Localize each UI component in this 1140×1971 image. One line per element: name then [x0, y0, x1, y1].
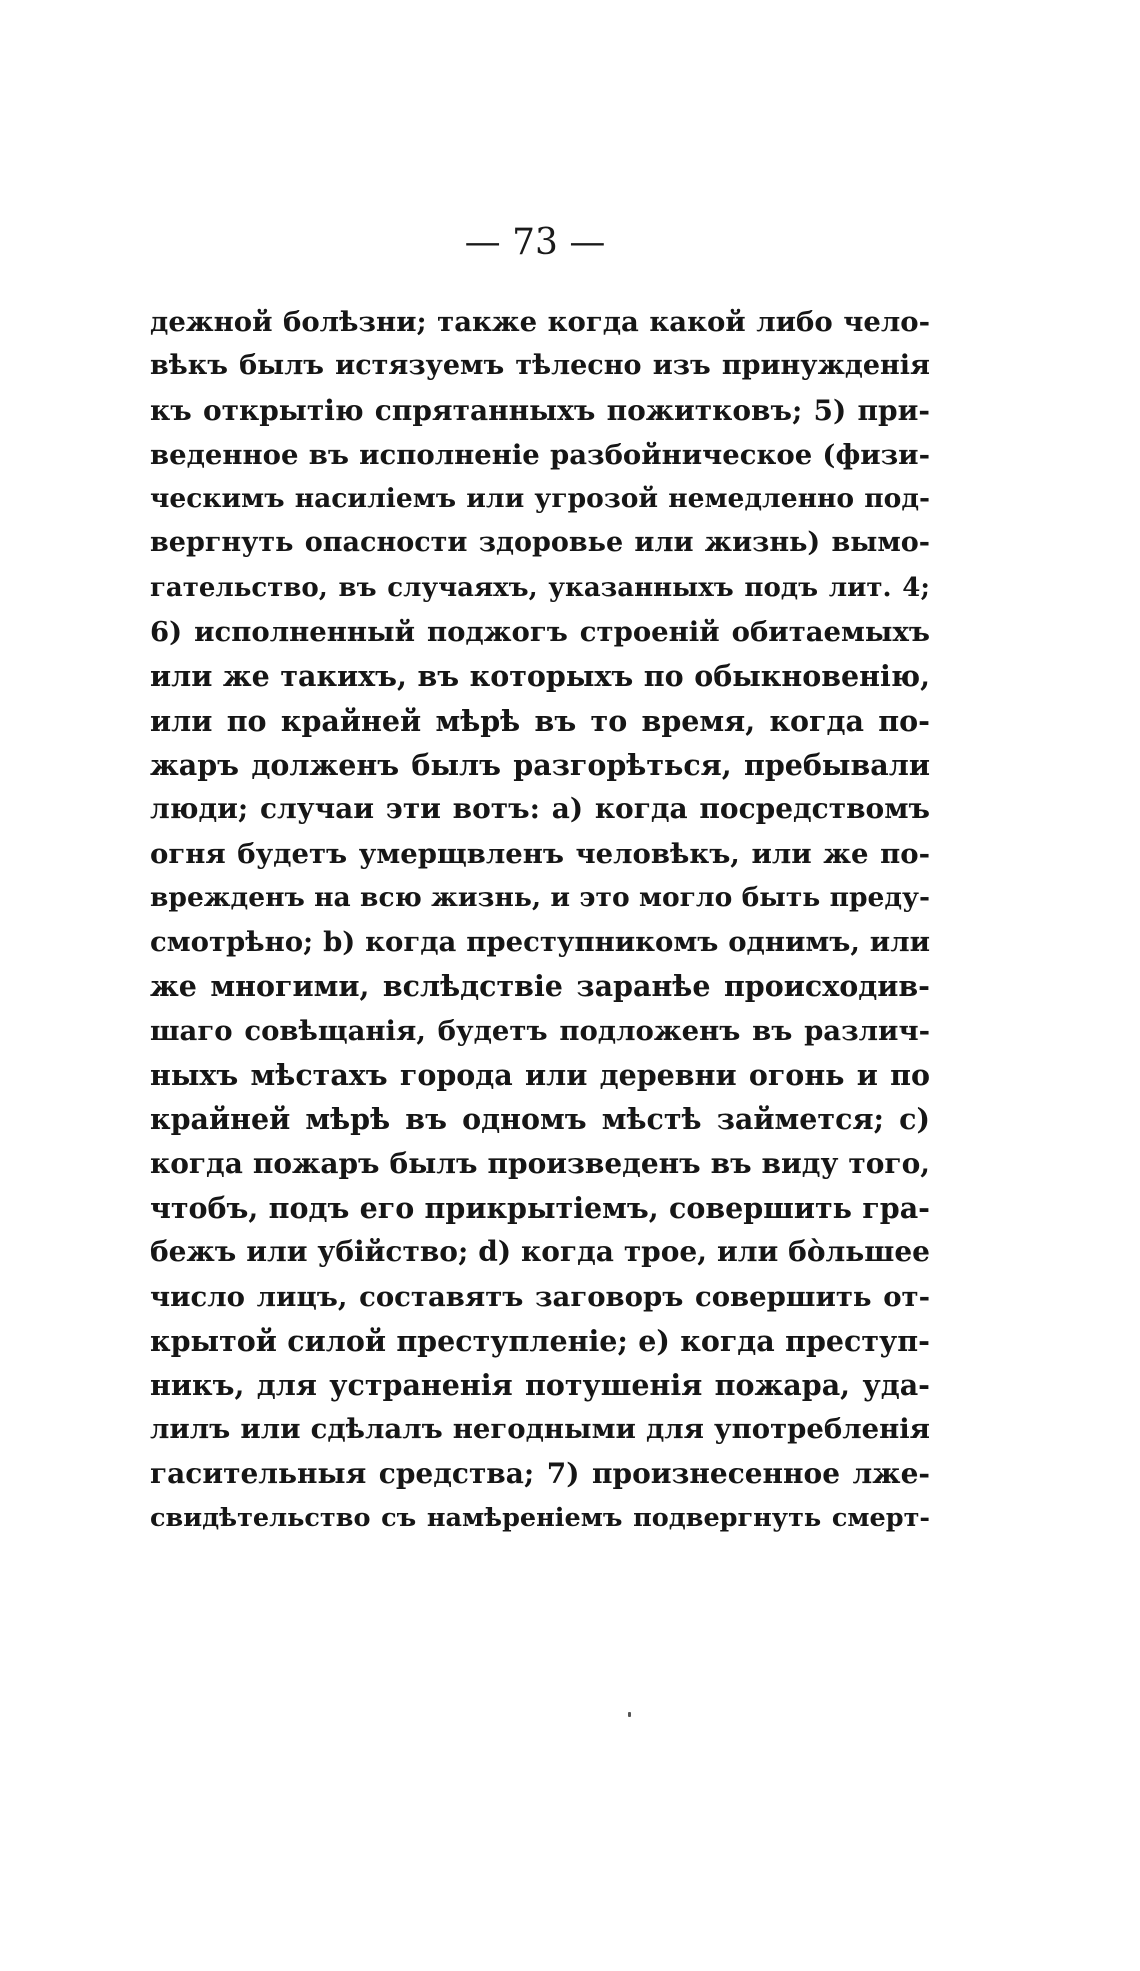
- text-line: ныхъ мѣстахъ города или деревни огонь и по: [150, 1058, 930, 1093]
- body-text: [150, 300, 930, 1540]
- text-line: жаръ долженъ былъ разгорѣться, пребывали: [150, 747, 930, 782]
- text-line: къ открытію спрятанныхъ пожитковъ; 5) при-: [150, 393, 930, 427]
- text-line: чтобъ, подъ его прикрытіемъ, совершить гра-: [150, 1190, 930, 1225]
- text-line: вѣкъ былъ истязуемъ тѣлесно изъ принужденія: [150, 350, 930, 382]
- text-line: число лицъ, составятъ заговоръ совершить от-: [150, 1280, 930, 1313]
- text-line: шаго совѣщанія, будетъ подложенъ въ различ-: [150, 1014, 930, 1047]
- text-line: вергнуть опасности здоровье или жизнь) вымо-: [150, 527, 930, 559]
- text-line: или по крайней мѣрѣ въ то время, когда по-: [150, 703, 930, 738]
- text-line: или же такихъ, въ которыхъ по обыкновенію,: [150, 659, 930, 694]
- text-line: люди; случаи эти вотъ: а) когда посредствомъ: [150, 792, 930, 826]
- text-line: 6) исполненный поджогъ строеній обитаемыхъ: [150, 616, 930, 649]
- page-number: — 73 —: [464, 222, 606, 263]
- text-line: гательство, въ случаяхъ, указанныхъ подъ лит. 4;: [150, 572, 930, 603]
- text-line: веденное въ исполненіе разбойническое (физи-: [150, 438, 930, 471]
- print-speck: [628, 1712, 631, 1717]
- text-line: крайней мѣрѣ въ одномъ мѣстѣ займется; с): [150, 1102, 930, 1137]
- text-line: лилъ или сдѣлалъ негодными для употребленія: [150, 1413, 930, 1446]
- text-line: врежденъ на всю жизнь, и это могло быть преду-: [150, 881, 930, 913]
- text-line: ческимъ насиліемъ или угрозой немедленно под-: [150, 483, 930, 515]
- text-line: дежной болѣзни; также когда какой либо чело-: [150, 306, 930, 338]
- text-line: же многими, вслѣдствіе заранѣе происходив-: [150, 969, 930, 1004]
- text-line: гасительныя средства; 7) произнесенное лже-: [150, 1456, 930, 1490]
- text-line: огня будетъ умерщвленъ человѣкъ, или же по-: [150, 837, 930, 870]
- text-line: никъ, для устраненія потушенія пожара, уда-: [150, 1368, 930, 1403]
- text-line: когда пожаръ былъ произведенъ въ виду того,: [150, 1146, 930, 1180]
- text-line: смотрѣно; b) когда преступникомъ однимъ, или: [150, 926, 930, 959]
- text-line: крытой силой преступленіе; е) когда преступ-: [150, 1323, 930, 1358]
- text-line: бежъ или убійство; d) когда трое, или бо̀льшее: [150, 1235, 930, 1269]
- text-line: свидѣтельство съ намѣреніемъ подвергнуть смерт-: [150, 1503, 930, 1534]
